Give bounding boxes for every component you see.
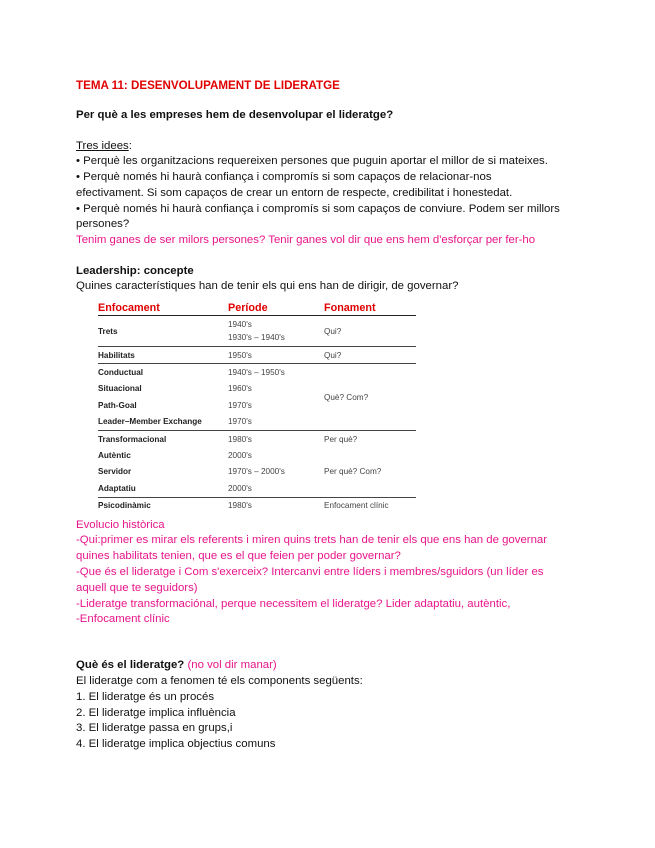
list-item: 1. El lideratge és un procés xyxy=(76,691,215,703)
list-item: 4. El lideratge implica objectius comuns xyxy=(76,738,276,750)
approach-period: 1970's xyxy=(228,414,324,431)
ideas-heading: Tres idees xyxy=(76,140,129,152)
approach-name: Habilitats xyxy=(98,347,228,364)
approach-name: Conductual xyxy=(98,368,144,378)
list-item: 2. El lideratge implica influència xyxy=(76,707,236,719)
table-row xyxy=(98,364,416,381)
ideas-heading-line xyxy=(76,139,132,154)
approach-period xyxy=(228,316,324,347)
approach-name: Path-Goal xyxy=(98,400,137,410)
approach-period: 1950's xyxy=(228,347,324,364)
approach-period: 1980's xyxy=(228,501,252,511)
approach-basis: Qui? xyxy=(324,316,416,347)
approach-name: Leader–Member Exchange xyxy=(98,414,228,431)
period-line: 1940's xyxy=(228,320,252,329)
evolution-heading: Evolucio històrica xyxy=(76,519,165,531)
approach-period: 1970's – 2000's xyxy=(228,467,285,477)
leadership-approaches-table xyxy=(98,301,416,514)
evolution-line: -Qui:primer es mirar els referents i miren quins trets han de tenir els que ens han de governar xyxy=(76,534,548,546)
approach-basis: Per què? xyxy=(324,434,358,444)
approach-period: 2000's xyxy=(228,451,252,461)
idea-line: • Perquè només hi haurà confiança i compromís si som capaços de conviure. Podem ser millors xyxy=(76,203,560,215)
approach-period: 1970's xyxy=(228,400,252,410)
table-row xyxy=(98,497,416,514)
ideas-note: Tenim ganes de ser milors persones? Tenir ganes vol dir que ens hem d'esforçar per fer-ho xyxy=(76,234,536,246)
evolution-line: quines habilitats tenien, que es el que feien per poder governar? xyxy=(76,550,401,562)
table-row xyxy=(98,316,416,347)
approach-name: Autèntic xyxy=(98,451,131,461)
idea-line: • Perquè només hi haurà confiança i compromís si som capaços de relacionar-nos xyxy=(76,171,492,183)
period-line: 1930's – 1940's xyxy=(228,333,285,342)
evolution-line: -Que és el lideratge i Com s'exerceix? Intercanvi entre líders i membres/sguidors (un líder es xyxy=(76,566,544,578)
leadership-heading: Leadership: concepte xyxy=(76,265,194,277)
idea-line: • Perquè les organitzacions requereixen persones que puguin aportar el millor de si mateixes. xyxy=(76,155,548,167)
table-row xyxy=(98,347,416,364)
what-aside: (no vol dir manar) xyxy=(187,659,277,671)
what-heading: Què és el lideratge? xyxy=(76,659,185,671)
evolution-line: -Lideratge transformaciónal, perque necessitem el lideratge? Lider adaptatiu, autèntic, xyxy=(76,598,511,610)
approach-name: Servidor xyxy=(98,467,132,477)
what-heading-line xyxy=(76,658,277,673)
approach-basis: Qui? xyxy=(324,347,416,364)
approach-basis: Per què? Com? xyxy=(324,447,416,497)
idea-line: efectivament. Si som capaços de crear un entorn de respecte, credibilitat i honestedat. xyxy=(76,187,513,199)
approach-period: 1940's – 1950's xyxy=(228,368,285,378)
approach-basis: Què? Com? xyxy=(324,364,416,431)
leadership-subtitle: Quines característiques han de tenir els qui ens han de dirigir, de governar? xyxy=(76,280,459,292)
approach-name: Psicodinàmic xyxy=(98,501,151,511)
approach-period: 2000's xyxy=(228,480,324,497)
idea-line: persones? xyxy=(76,218,130,230)
evolution-line: aquell que te seguidors) xyxy=(76,582,198,594)
evolution-line: -Enfocament clínic xyxy=(76,613,170,625)
column-header-approach: Enfocament xyxy=(98,301,228,316)
approach-name: Transformacional xyxy=(98,434,167,444)
document-title: TEMA 11: DESENVOLUPAMENT DE LIDERATGE xyxy=(76,79,340,92)
approach-name: Situacional xyxy=(98,384,142,394)
column-header-period: Període xyxy=(228,301,324,316)
approach-basis: Enfocament clínic xyxy=(324,501,389,511)
list-item: 3. El lideratge passa en grups,i xyxy=(76,722,233,734)
table-row xyxy=(98,430,416,447)
approach-period: 1980's xyxy=(228,434,252,444)
approach-name: Adaptatiu xyxy=(98,480,228,497)
table-row xyxy=(98,447,416,463)
what-intro: El lideratge com a fenomen té els components següents: xyxy=(76,675,363,687)
ideas-heading-colon: : xyxy=(128,140,132,152)
approach-name: Trets xyxy=(98,316,228,347)
section-question: Per què a les empreses hem de desenvolupar el lideratge? xyxy=(76,109,394,121)
approach-period: 1960's xyxy=(228,384,252,394)
column-header-basis: Fonament xyxy=(324,301,416,316)
